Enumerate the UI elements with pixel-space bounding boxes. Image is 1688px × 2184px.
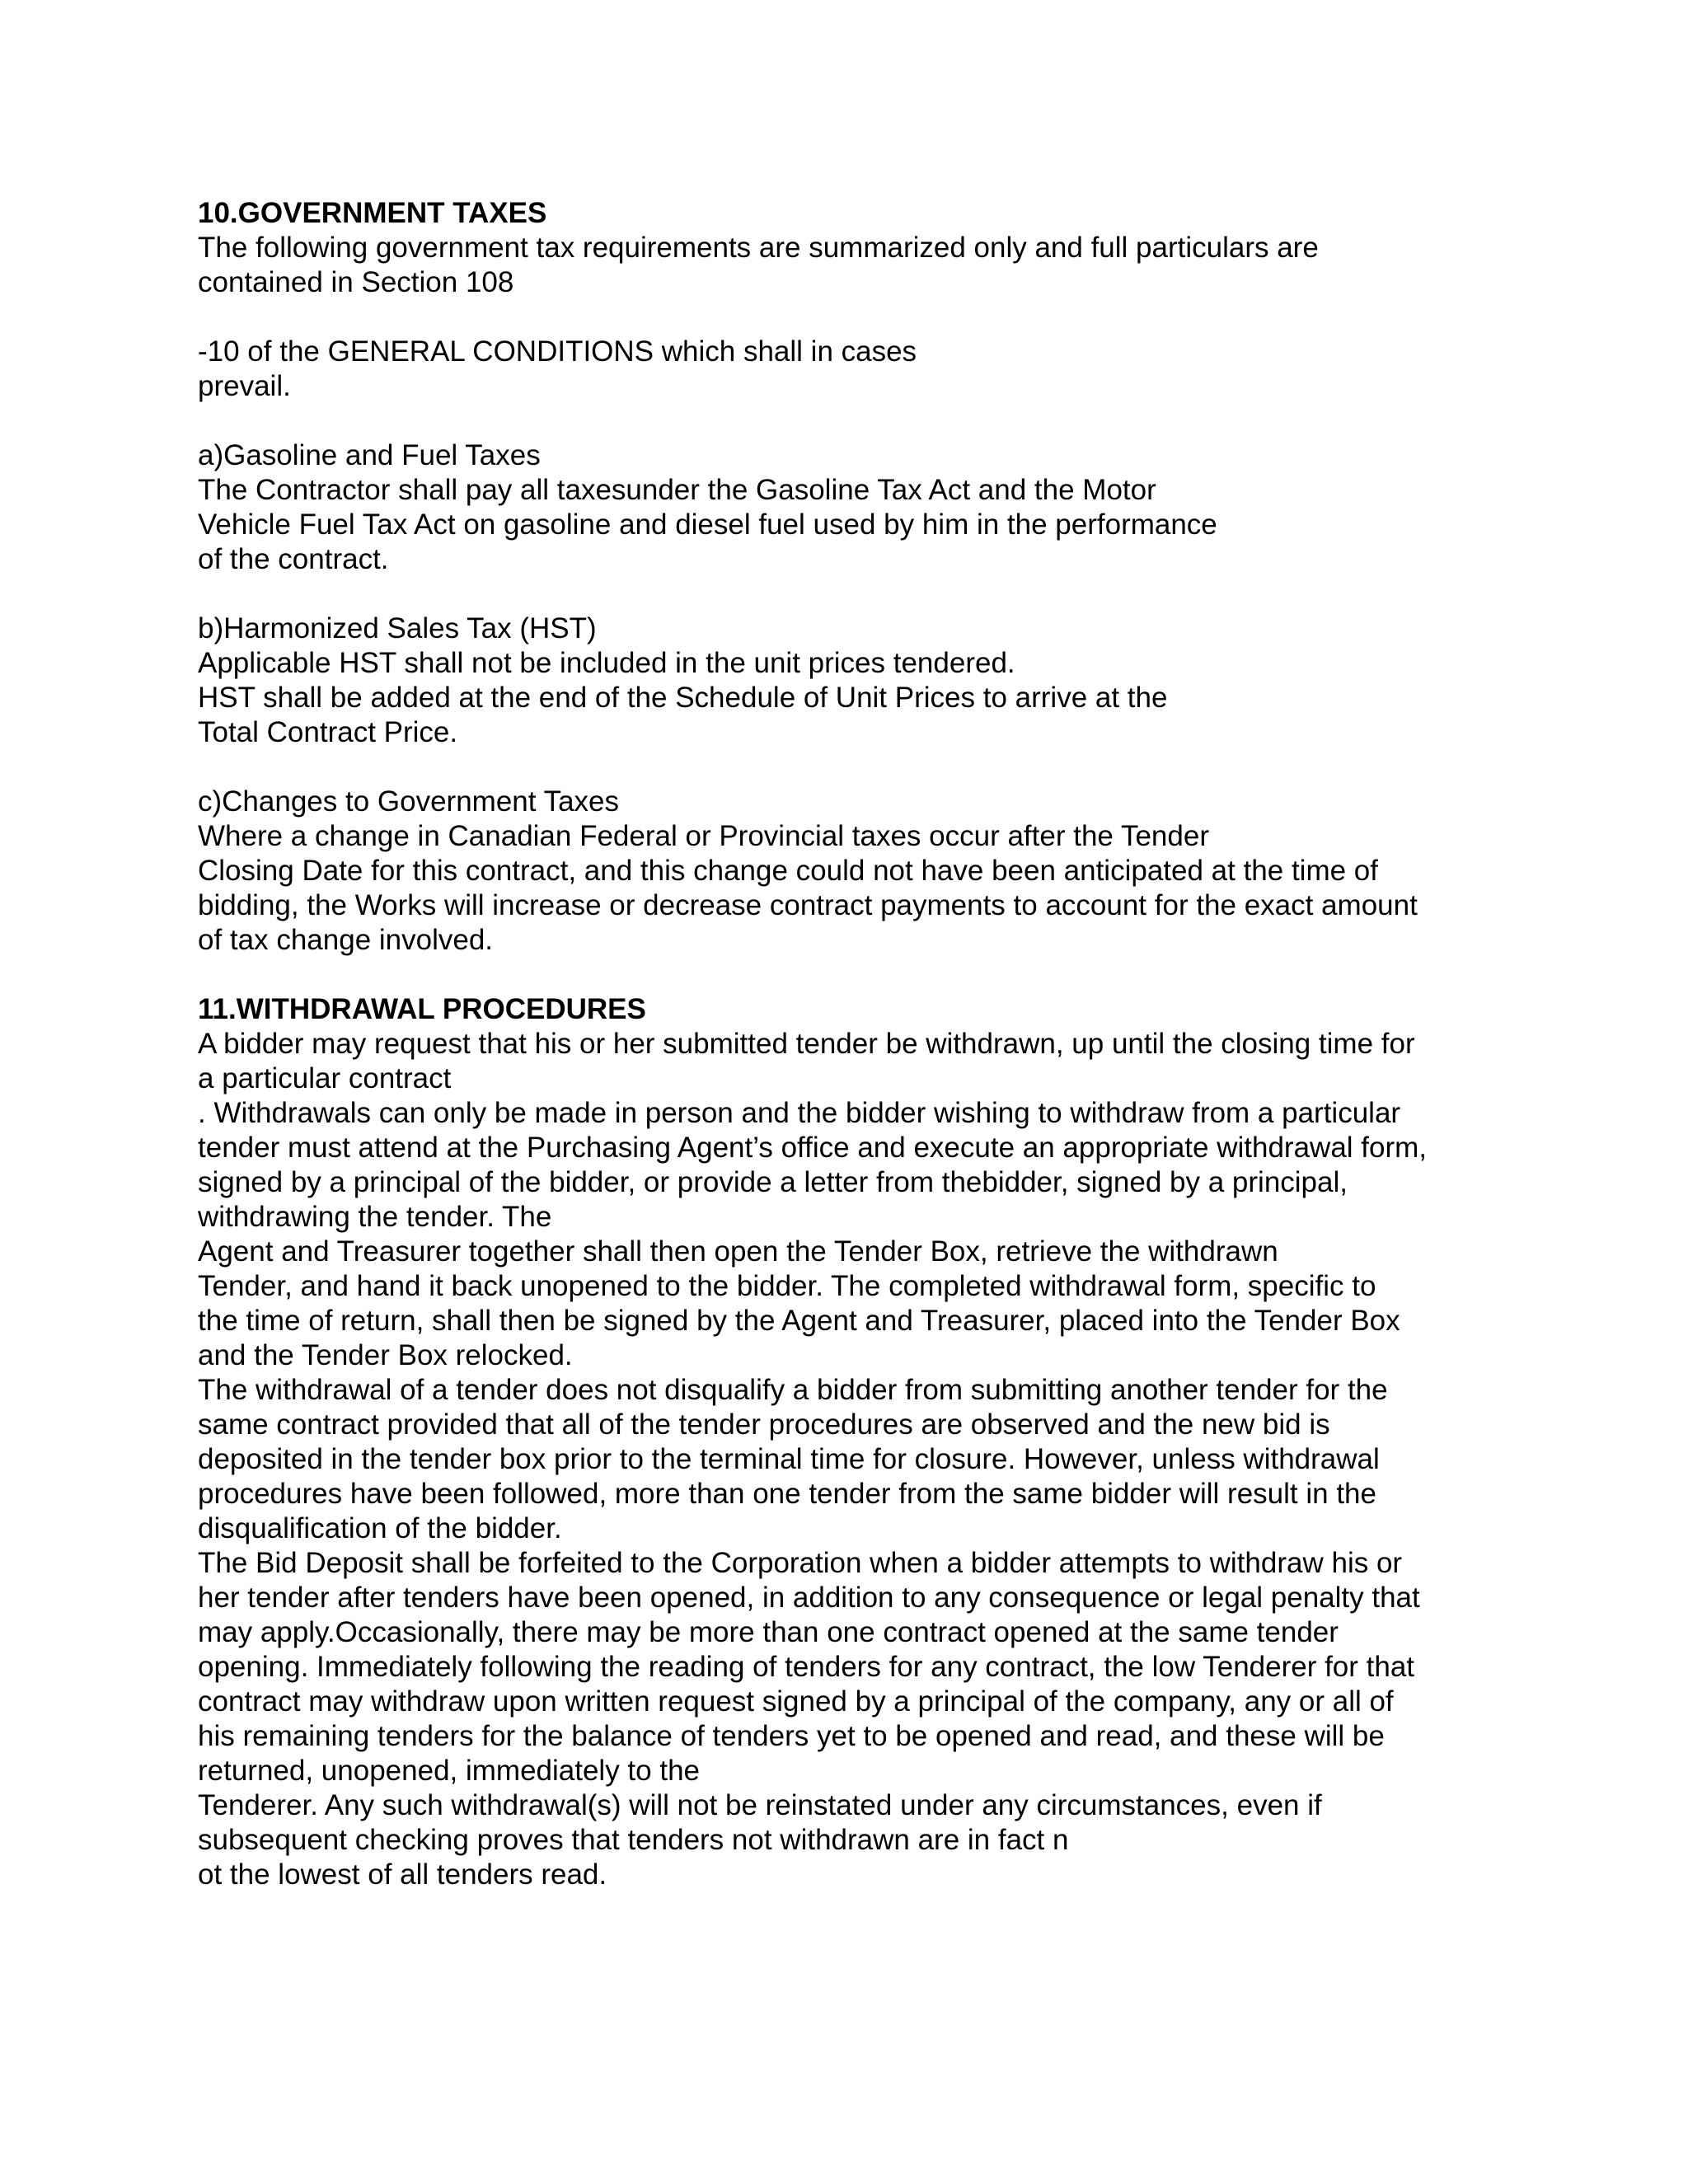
text-line: The Contractor shall pay all taxesunder the Gasoline Tax Act and the Motor	[198, 474, 1156, 506]
text-line: The following government tax requirements are summarized only and full particulars are	[198, 232, 1319, 264]
paragraph-spacer	[198, 577, 1533, 612]
paragraph-hst	[198, 612, 1533, 750]
text-line: ot the lowest of all tenders read.	[198, 1858, 607, 1891]
text-line: -10 of the GENERAL CONDITIONS which shall in cases	[198, 335, 917, 368]
text-line: may apply.Occasionally, there may be more than one contract opened at the same tender	[198, 1616, 1339, 1648]
text-line: Applicable HST shall not be included in the unit prices tendered.	[198, 647, 1015, 679]
subsection-title: b)Harmonized Sales Tax (HST)	[198, 612, 597, 644]
paragraph-summary	[198, 231, 1533, 300]
paragraph-spacer	[198, 404, 1533, 438]
text-line: prevail.	[198, 370, 291, 402]
text-line: The withdrawal of a tender does not disqualify a bidder from submitting another tender for the	[198, 1374, 1388, 1406]
text-line: . Withdrawals can only be made in person and the bidder wishing to withdraw from a particular	[198, 1097, 1401, 1129]
text-line: Agent and Treasurer together shall then open the Tender Box, retrieve the withdrawn	[198, 1235, 1278, 1268]
text-line: signed by a principal of the bidder, or provide a letter from thebidder, signed by a principal,	[198, 1166, 1348, 1198]
paragraph-gasoline-fuel-taxes	[198, 438, 1533, 577]
section-government-taxes	[198, 196, 1533, 992]
text-line: bidding, the Works will increase or decrease contract payments to account for the exact amount	[198, 889, 1418, 921]
text-line: A bidder may request that his or her submitted tender be withdrawn, up until the closing time for	[198, 1028, 1415, 1060]
paragraph-changes-to-taxes	[198, 785, 1533, 958]
text-line: and the Tender Box relocked.	[198, 1339, 573, 1371]
text-line: Tenderer. Any such withdrawal(s) will not be reinstated under any circumstances, even if	[198, 1789, 1322, 1821]
text-line: tender must attend at the Purchasing Agent’s office and execute an appropriate withdrawal form,	[198, 1132, 1428, 1164]
text-line: deposited in the tender box prior to the terminal time for closure. However, unless withdrawal	[198, 1443, 1380, 1475]
text-line: the time of return, shall then be signed by the Agent and Treasurer, placed into the Tender Box	[198, 1305, 1400, 1337]
text-line: contract may withdraw upon written request signed by a principal of the company, any or all of	[198, 1685, 1394, 1718]
text-line: of the contract.	[198, 543, 389, 575]
document-body	[198, 196, 1533, 1892]
text-line: a particular contract	[198, 1062, 452, 1094]
paragraph-spacer	[198, 750, 1533, 785]
section-heading: 11.WITHDRAWAL PROCEDURES	[198, 993, 646, 1025]
paragraph-general-conditions	[198, 335, 1533, 404]
text-line: procedures have been followed, more than one tender from the same bidder will result in the	[198, 1478, 1376, 1510]
text-line: opening. Immediately following the reading of tenders for any contract, the low Tenderer for that	[198, 1651, 1415, 1683]
paragraph-spacer	[198, 300, 1533, 335]
text-line: Total Contract Price.	[198, 716, 458, 748]
text-line: same contract provided that all of the tender procedures are observed and the new bid is	[198, 1408, 1330, 1441]
section-heading: 10.GOVERNMENT TAXES	[198, 197, 547, 229]
text-line: Where a change in Canadian Federal or Provincial taxes occur after the Tender	[198, 820, 1209, 852]
text-line: disqualification of the bidder.	[198, 1512, 562, 1544]
text-line: Tender, and hand it back unopened to the bidder. The completed withdrawal form, specific to	[198, 1270, 1376, 1302]
text-line: subsequent checking proves that tenders not withdrawn are in fact n	[198, 1824, 1069, 1856]
text-line: her tender after tenders have been opened, in addition to any consequence or legal penalty that	[198, 1582, 1420, 1614]
text-line: Closing Date for this contract, and this change could not have been anticipated at the time of	[198, 855, 1378, 887]
text-line: of tax change involved.	[198, 924, 494, 956]
text-line: withdrawing the tender. The	[198, 1201, 552, 1233]
subsection-title: a)Gasoline and Fuel Taxes	[198, 439, 541, 471]
subsection-title: c)Changes to Government Taxes	[198, 785, 620, 818]
text-line: contained in Section 108	[198, 266, 514, 298]
text-line: Vehicle Fuel Tax Act on gasoline and diesel fuel used by him in the performance	[198, 509, 1217, 541]
paragraph-spacer	[198, 958, 1533, 992]
text-line: The Bid Deposit shall be forfeited to the Corporation when a bidder attempts to withdraw his or	[198, 1547, 1403, 1579]
text-line: returned, unopened, immediately to the	[198, 1755, 700, 1787]
text-line: his remaining tenders for the balance of tenders yet to be opened and read, and these will be	[198, 1720, 1385, 1752]
text-line: HST shall be added at the end of the Schedule of Unit Prices to arrive at the	[198, 682, 1168, 714]
paragraph-withdrawal	[198, 1027, 1533, 1892]
section-withdrawal-procedures	[198, 992, 1533, 1892]
